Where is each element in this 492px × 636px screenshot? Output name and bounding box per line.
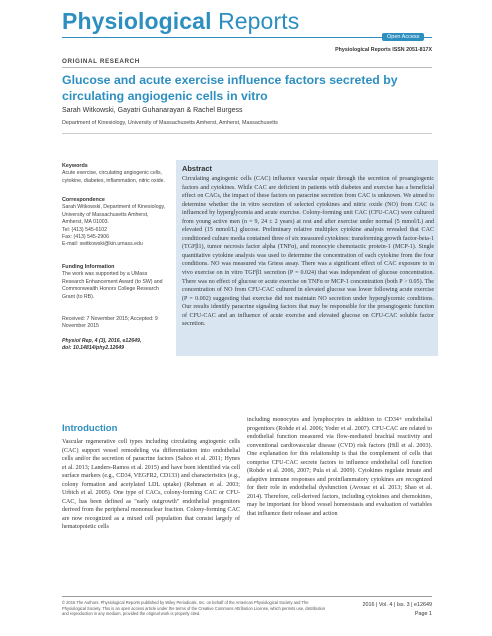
correspondence-line: University of Massachusetts Amherst,: [62, 211, 149, 218]
citation-line: Physiol Rep, 4 (3), 2016, e12649,: [62, 338, 142, 344]
header-rule: [62, 37, 432, 38]
funding-text: The work was supported by a UMass Research Enhancement Award (to SW) and Commonwealth Honors College Research Grant (to RB).: [62, 271, 163, 300]
introduction-column-right: including monocytes and lymphocytes in addition to CD34+ endothelial progenitors (Rohde et al. 2006; Yoder et al. 2007). CFU-CAC are related to endothelial function measured via flow-mediated brachial reactivity and conventional cardiovascular disease (CVD) risk factors (Hill et al. 2003). One explanation for this relationship is that the complement of cells that comprise CFU-CAC secrete factors to influence endothelial cell function (Rohde et al. 2006, 2007; Pula et al. 2009). Cytokines regulate innate and adaptive immune responses and proinflammatory cytokines are recognized for their role in endothelial dysfunction (Avouac et al. 2013; Shao et al. 2014). Therefore, cell-derived factors, including cytokines and chemokines, may be important for blood vessel homeostasis and evaluation of variables that influence their release and action: [247, 417, 432, 518]
abstract-text: Circulating angiogenic cells (CAC) influence vascular repair through the secretion of proangiogenic factors and cytokines. While CAC are deficient in patients with diabetes and exercise has a beneficial effect on CACs, the impact of these factors on paracrine secretion from CAC is unknown. We aimed to determine whether the in vitro secretion of selected cytokines and nitric oxide (NO) from CAC is influenced by hyperglycemia and acute exercise. Colony-forming unit CAC (CFU-CAC) were cultured from young active men (n = 9, 24 ± 2 years) at rest and after exercise under normal (5 mmol/L) and elevated (15 mmol/L) glucose. Preliminary relative multiplex cytokine analysis revealed that CAC conditioned culture media contained three of six measured cytokines: transforming growth factor-beta-1 (TGFβ1), tumor necrosis factor alpha (TNFα), and monocyte chemotactic protein-1 (MCP-1). Single quantitative cytokine analysis was used to determine the concentration of each cytokine from the four conditions. NO was measured via Griess assay. There was a significant effect of CAC exposure to in vivo exercise on in vitro TGFβ1 secretion (P = 0.024) that was independent of glucose concentration. There was no effect of glucose or acute exercise on TNFα or MCP-1 concentration (both P > 0.05). The concentration of NO from CFU-CAC cultured in elevated glucose was lower following acute exercise (P = 0.002) suggesting that exercise did not maintain NO secretion under hyperglycemic conditions. Our results identify paracrine signaling factors that may be responsible for the proangiogenic function of CFU-CAC and an influence of acute exercise and elevated glucose on CFU-CAC soluble factor secretion.: [182, 176, 434, 328]
keywords-block: [62, 163, 170, 185]
keywords-text: Acute exercise, circulating angiogenic cells, cytokine, diabetes, inflammation, nitric oxide.: [62, 170, 165, 184]
abstract-heading: Abstract: [182, 164, 212, 173]
keywords-heading: Keywords: [62, 163, 88, 169]
citation-block: [62, 338, 170, 353]
correspondence-line: Sarah Witkowski, Department of Kinesiology,: [62, 204, 166, 211]
correspondence-heading: Correspondence: [62, 197, 105, 203]
funding-block: [62, 264, 170, 301]
introduction-column-left: Vascular regenerative cell types including circulating angiogenic cells (CAC) support vessel remodeling via differentiation into endothelial cells and/or the secretion of paracrine factors (Sahoo et al. 2011; Hynes et al. 2013; Landers-Ramos et al. 2015) and have been identified via cell surface markers (e.g., CD34, VEGFR2, CD133) and characteristics (e.g., colony formation and acetylated LDL uptake) (Rehman et al. 2003; Urbich et al. 2005). One type of CACs, colony-forming CAC or CFU-CAC, has been defined as "early outgrowth" endothelial progenitors derived from the peripheral mononuclear fraction. Colony-forming CAC are now recognized as a mixed cell population that consist largely of hematopoietic cells: [62, 439, 240, 531]
copyright-notice: © 2016 The Authors. Physiological Reports published by Wiley Periodicals, Inc. on behalf of the American Physiological Society and The Physiological Society. This is an open access article under the terms of the Creative Commons Attribution License, which permits use, distribution and reproduction in any medium, provided the original work is properly cited.: [62, 600, 326, 617]
correspondence-line: Tel: (413) 545-6102: [62, 226, 107, 233]
article-title: Glucose and acute exercise influence factors secreted by circulating angiogenic cells in vitro: [62, 73, 398, 103]
page-info: [362, 601, 432, 619]
correspondence-line: Amherst, MA 01003.: [62, 219, 109, 226]
correspondence-line: Fax: (413) 545-2906: [62, 234, 110, 241]
issn-line: Physiological Reports ISSN 2051-817X: [335, 47, 432, 53]
correspondence-block: [62, 197, 170, 249]
received-text: Received: 7 November 2015; Accepted: 9 November 2015: [62, 316, 158, 330]
page-number: Page 1: [414, 611, 432, 617]
journal-title: Physiological Reports: [62, 8, 300, 34]
affiliation-rule: [62, 133, 432, 134]
author-list: Sarah Witkowski, Gayatri Guhanarayan & Rachel Burgess: [62, 107, 243, 114]
introduction-heading: Introduction: [62, 423, 118, 434]
footer-rule: [62, 596, 432, 597]
section-rule: [62, 67, 432, 68]
issue-line: 2016 | Vol. 4 | Iss. 3 | e12649: [362, 602, 432, 608]
section-label: ORIGINAL RESEARCH: [62, 58, 140, 65]
doi-line[interactable]: doi: 10.14814/phy2.12649: [62, 345, 124, 352]
affiliation: Department of Kinesiology, University of Massachusetts Amherst, Amherst, Massachusetts: [62, 120, 278, 126]
correspondence-email[interactable]: E-mail: switkowski@kin.umass.edu: [62, 241, 143, 248]
open-access-badge: Open Access: [382, 33, 424, 41]
funding-heading: Funding Information: [62, 264, 115, 270]
